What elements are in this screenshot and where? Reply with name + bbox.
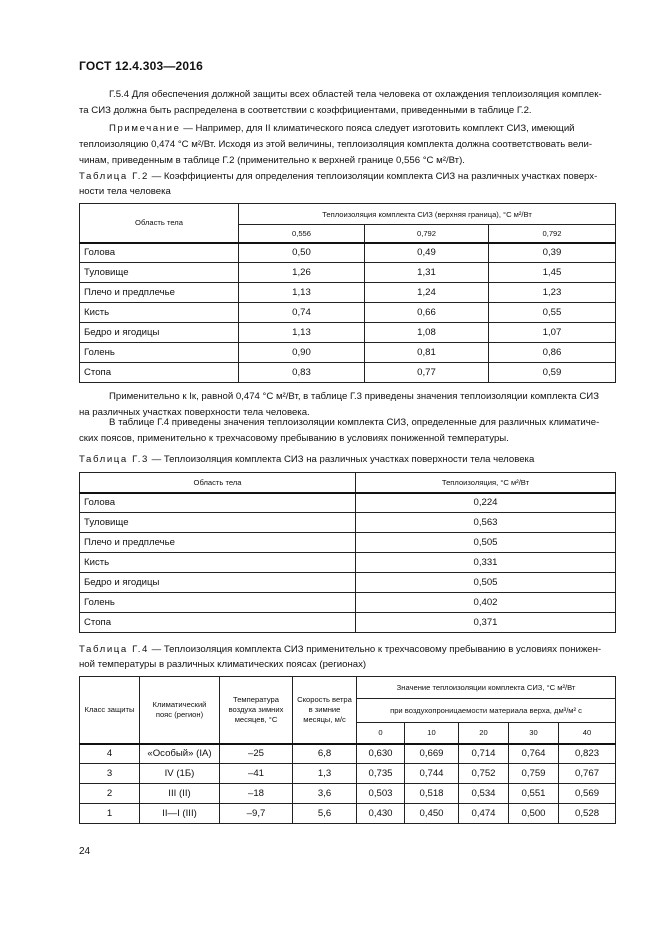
cell-area: Голень: [80, 593, 356, 613]
cell-area: Голова: [80, 493, 356, 513]
cell-belt: IV (1Б): [140, 764, 220, 784]
table-row: [80, 243, 616, 263]
table-g3-caption: [79, 452, 615, 467]
cell-value: 1,13: [239, 323, 365, 343]
cell-value: 0,534: [459, 784, 509, 804]
table-g3: [79, 472, 616, 633]
table-g4-caption: [79, 642, 615, 672]
col-header-wind: Скорость ветра в зимние месяцы, м/с: [293, 677, 357, 744]
cell-class: 2: [80, 784, 140, 804]
cell-value: 1,08: [365, 323, 489, 343]
cell-area: Голова: [80, 243, 239, 263]
table-row: [80, 493, 616, 513]
cell-value: 0,563: [356, 513, 616, 533]
cell-class: 1: [80, 804, 140, 824]
table-row: [80, 804, 616, 824]
paragraph-line: В таблице Г.4 приведены значения теплоизоляции комплекта СИЗ, определенные для различных климатиче-: [109, 417, 600, 428]
cell-area: Стопа: [80, 363, 239, 383]
cell-value: 0,55: [489, 303, 616, 323]
cell-value: 0,39: [489, 243, 616, 263]
table-row: [80, 764, 616, 784]
cell-temp: –18: [220, 784, 293, 804]
table-g4: [79, 676, 616, 824]
cell-value: 0,669: [405, 744, 459, 764]
sub-header: 0,792: [489, 225, 616, 243]
col-header-belt: Климатический пояс (регион): [140, 677, 220, 744]
page-number: 24: [79, 846, 91, 857]
paragraph-line: ских поясов, применительно к трехчасовому пребыванию в условиях пониженной температуры.: [79, 433, 509, 444]
cell-area: Кисть: [80, 303, 239, 323]
cell-value: 0,714: [459, 744, 509, 764]
col-header-class: Класс защиты: [80, 677, 140, 744]
cell-value: 0,767: [559, 764, 616, 784]
cell-belt: III (II): [140, 784, 220, 804]
cell-value: 0,50: [239, 243, 365, 263]
cell-area: Бедро и ягодицы: [80, 573, 356, 593]
cell-area: Голень: [80, 343, 239, 363]
caption-text: ной температуры в различных климатических поясах (регионах): [79, 659, 367, 670]
table-row: [80, 784, 616, 804]
table-row: [80, 323, 616, 343]
table-row: [80, 593, 616, 613]
cell-wind: 6,8: [293, 744, 357, 764]
cell-value: 1,26: [239, 263, 365, 283]
sub-header: 0,792: [365, 225, 489, 243]
caption-text: — Коэффициенты для определения теплоизоляции комплекта СИЗ на различных участках поверх-: [148, 171, 598, 182]
paragraph-line: Применительно к Iк, равной 0,474 °С м²/Вт, в таблице Г.3 приведены значения теплоизоляции комплекта СИЗ: [109, 391, 599, 402]
col-header-group: Значение теплоизоляции комплекта СИЗ, °С м²/Вт: [357, 677, 616, 699]
cell-value: 0,505: [356, 533, 616, 553]
col-header-temp: Температура воздуха зимних месяцев, °С: [220, 677, 293, 744]
cell-area: Туловище: [80, 263, 239, 283]
cell-value: 0,474: [459, 804, 509, 824]
cell-value: 0,81: [365, 343, 489, 363]
cell-value: 0,764: [509, 744, 559, 764]
cell-value: 1,07: [489, 323, 616, 343]
cell-area: Туловище: [80, 513, 356, 533]
cell-value: 0,331: [356, 553, 616, 573]
paragraph-line: та СИЗ должна быть распределена в соответствии с коэффициентами, приведенными в таблице Г.2.: [79, 105, 532, 116]
cell-value: 0,90: [239, 343, 365, 363]
cell-wind: 3,6: [293, 784, 357, 804]
table-row: [80, 263, 616, 283]
cell-temp: –9,7: [220, 804, 293, 824]
caption-text: — Теплоизоляция комплекта СИЗ на различных участках поверхности тела человека: [148, 454, 535, 465]
col-header-area: Область тела: [80, 204, 239, 243]
cell-value: 1,13: [239, 283, 365, 303]
sub-header: 0,556: [239, 225, 365, 243]
note-text: теплоизоляцию 0,474 °С м²/Вт. Исходя из этой величины, теплоизоляция комплекта должна соответствовать вели-: [79, 139, 593, 150]
cell-value: 0,371: [356, 613, 616, 633]
document-header: ГОСТ 12.4.303—2016: [79, 59, 204, 73]
cell-value: 0,823: [559, 744, 616, 764]
col-header-group: Теплоизоляция комплекта СИЗ (верхняя граница), °С м²/Вт: [239, 204, 616, 225]
cell-value: 0,83: [239, 363, 365, 383]
cell-value: 0,759: [509, 764, 559, 784]
col-header-area: Область тела: [80, 473, 356, 493]
note-label: Примечание: [109, 123, 181, 134]
cell-area: Стопа: [80, 613, 356, 633]
cell-value: 0,430: [357, 804, 405, 824]
cell-value: 0,224: [356, 493, 616, 513]
perm-header: 0: [357, 723, 405, 744]
cell-value: 0,66: [365, 303, 489, 323]
cell-wind: 5,6: [293, 804, 357, 824]
table-g2: [79, 203, 616, 383]
paragraph-line: на различных участках поверхности тела человека.: [79, 407, 310, 418]
cell-value: 0,744: [405, 764, 459, 784]
cell-temp: –25: [220, 744, 293, 764]
cell-value: 0,500: [509, 804, 559, 824]
cell-area: Плечо и предплечье: [80, 283, 239, 303]
cell-belt: II—I (III): [140, 804, 220, 824]
cell-area: Плечо и предплечье: [80, 533, 356, 553]
caption-label: Таблица Г.3: [79, 454, 149, 465]
paragraph-g54: [79, 87, 615, 119]
cell-value: 0,77: [365, 363, 489, 383]
cell-belt: «Особый» (IA): [140, 744, 220, 764]
perm-header: 20: [459, 723, 509, 744]
paragraph-g4: [79, 415, 615, 447]
cell-area: Кисть: [80, 553, 356, 573]
cell-value: 0,752: [459, 764, 509, 784]
table-row: [80, 553, 616, 573]
cell-value: 0,59: [489, 363, 616, 383]
table-row: [80, 343, 616, 363]
cell-value: 0,505: [356, 573, 616, 593]
cell-wind: 1,3: [293, 764, 357, 784]
cell-value: 1,24: [365, 283, 489, 303]
table-row: [80, 744, 616, 764]
table-row: [80, 283, 616, 303]
caption-label: Таблица Г.2: [79, 171, 149, 182]
note-text: чинам, приведенным в таблице Г.2 (применительно к верхней границе 0,556 °С м²/Вт).: [79, 155, 465, 166]
table-row: [80, 573, 616, 593]
cell-area: Бедро и ягодицы: [80, 323, 239, 343]
paragraph-line: Г.5.4 Для обеспечения должной защиты всех областей тела человека от охлаждения теплоизоляция комплек-: [109, 89, 602, 100]
cell-class: 4: [80, 744, 140, 764]
perm-header: 30: [509, 723, 559, 744]
table-row: [80, 363, 616, 383]
perm-header: 10: [405, 723, 459, 744]
cell-value: 0,735: [357, 764, 405, 784]
cell-temp: –41: [220, 764, 293, 784]
table-row: [80, 303, 616, 323]
cell-value: 0,503: [357, 784, 405, 804]
cell-value: 0,402: [356, 593, 616, 613]
cell-value: 0,49: [365, 243, 489, 263]
cell-value: 0,86: [489, 343, 616, 363]
cell-value: 0,450: [405, 804, 459, 824]
note-text: — Например, для II климатического пояса следует изготовить комплект СИЗ, имеющий: [180, 123, 575, 134]
cell-value: 0,528: [559, 804, 616, 824]
table-row: [80, 613, 616, 633]
note: [79, 121, 615, 169]
cell-value: 1,23: [489, 283, 616, 303]
table-row: [80, 513, 616, 533]
col-header-value: Теплоизоляция, °С м²/Вт: [356, 473, 616, 493]
cell-value: 0,569: [559, 784, 616, 804]
caption-label: Таблица Г.4: [79, 644, 149, 655]
cell-class: 3: [80, 764, 140, 784]
table-g2-caption: [79, 169, 615, 199]
caption-text: ности тела человека: [79, 186, 171, 197]
cell-value: 0,518: [405, 784, 459, 804]
caption-text: — Теплоизоляция комплекта СИЗ применительно к трехчасовому пребыванию в условиях понижен-: [148, 644, 602, 655]
cell-value: 0,74: [239, 303, 365, 323]
col-header-subgroup: при воздухопроницаемости материала верха, дм³/м² с: [357, 699, 616, 723]
perm-header: 40: [559, 723, 616, 744]
cell-value: 0,551: [509, 784, 559, 804]
cell-value: 1,31: [365, 263, 489, 283]
cell-value: 0,630: [357, 744, 405, 764]
cell-value: 1,45: [489, 263, 616, 283]
table-row: [80, 533, 616, 553]
